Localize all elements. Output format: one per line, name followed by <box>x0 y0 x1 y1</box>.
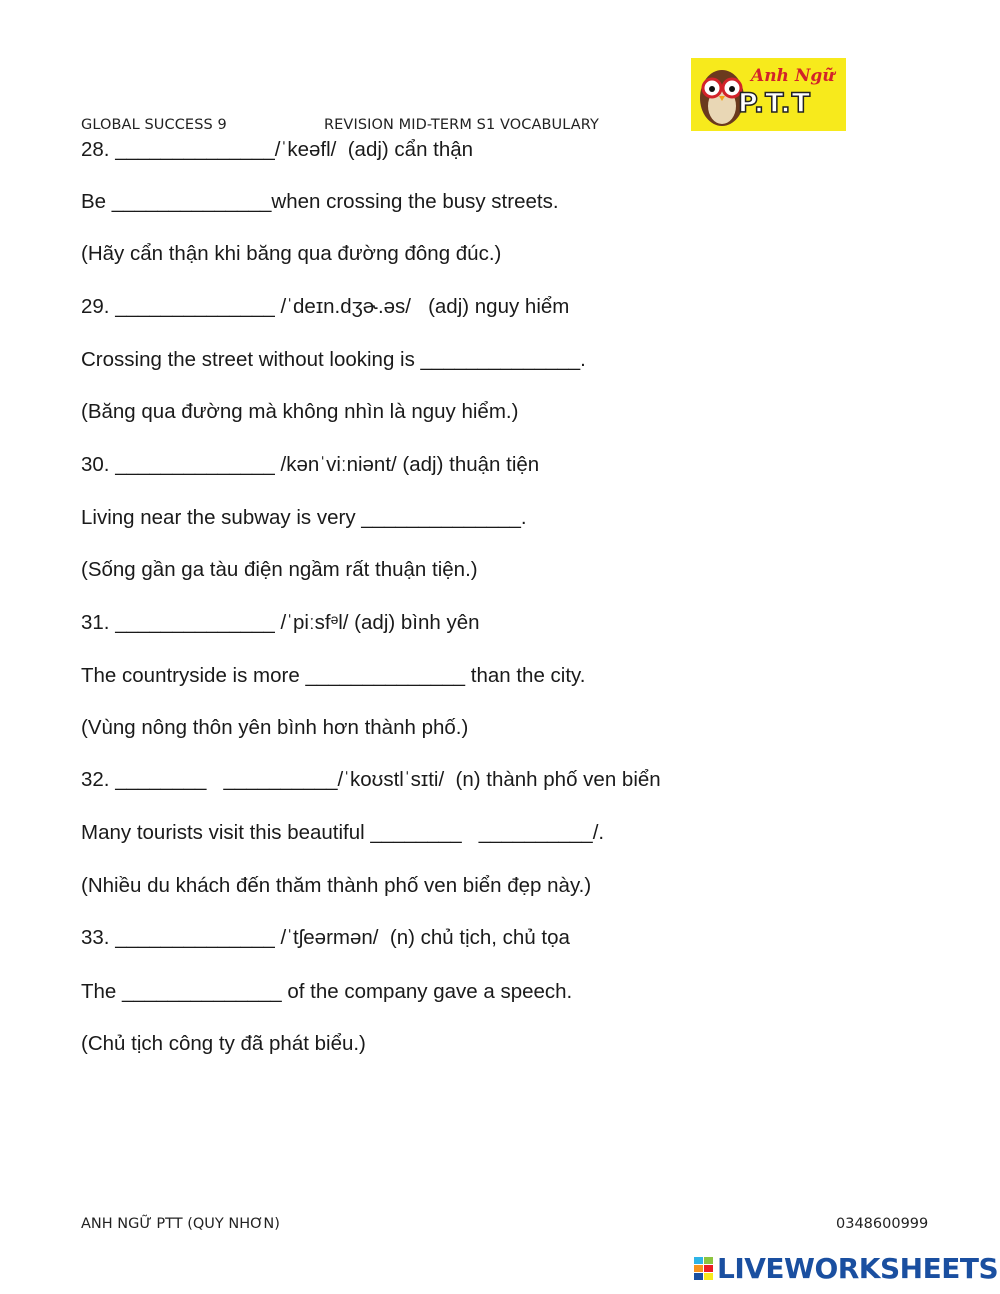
liveworksheets-text: LIVEWORKSHEETS <box>717 1252 999 1285</box>
text-line: (Sống gần ga tàu điện ngầm rất thuận tiện.) <box>81 558 478 581</box>
logo-text-main: P.T.T <box>738 88 812 119</box>
text-line: 33. ______________ /ˈtʃeərmən/ (n) chủ tịch, chủ tọa <box>81 926 570 949</box>
footer-left: ANH NGỮ PTT (QUY NHƠN) <box>81 1216 280 1232</box>
text-line: Be ______________when crossing the busy streets. <box>81 190 559 213</box>
text-line: (Chủ tịch công ty đã phát biểu.) <box>81 1032 366 1055</box>
text-line: 28. ______________/ˈkeəfl/ (adj) cẩn thận <box>81 138 474 161</box>
text-line: 32. ________ __________/ˈkoʊstlˈsɪti/ (n) thành phố ven biển <box>81 768 661 791</box>
text-line: 30. ______________ /kənˈviːniənt/ (adj) thuận tiện <box>81 453 540 476</box>
text-line: (Băng qua đường mà không nhìn là nguy hiểm.) <box>81 400 519 423</box>
text-line: (Vùng nông thôn yên bình hơn thành phố.) <box>81 716 469 739</box>
text-line: The countryside is more ______________ than the city. <box>81 664 586 687</box>
text-line: Crossing the street without looking is ______________. <box>81 348 586 371</box>
liveworksheets-watermark <box>694 1252 999 1285</box>
text-line: 29. ______________ /ˈdeɪn.dʒɚ.əs/ (adj) nguy hiểm <box>81 295 570 318</box>
text-line: The ______________ of the company gave a speech. <box>81 980 573 1003</box>
header-title: REVISION MID-TERM S1 VOCABULARY <box>324 117 600 133</box>
text-line: Many tourists visit this beautiful ________ __________/. <box>81 821 605 844</box>
text-line: 31. ______________ /ˈpiːsfᵊl/ (adj) bình yên <box>81 611 480 634</box>
liveworksheets-logo-icon <box>694 1257 714 1281</box>
text-line: (Hãy cẩn thận khi băng qua đường đông đúc.) <box>81 242 502 265</box>
logo <box>691 58 846 131</box>
header-left: GLOBAL SUCCESS 9 <box>81 117 227 133</box>
logo-text-top: Anh Ngữ <box>751 66 835 86</box>
footer-phone: 0348600999 <box>836 1216 929 1232</box>
text-line: Living near the subway is very ______________. <box>81 506 527 529</box>
text-line: (Nhiều du khách đến thăm thành phố ven biển đẹp này.) <box>81 874 592 897</box>
